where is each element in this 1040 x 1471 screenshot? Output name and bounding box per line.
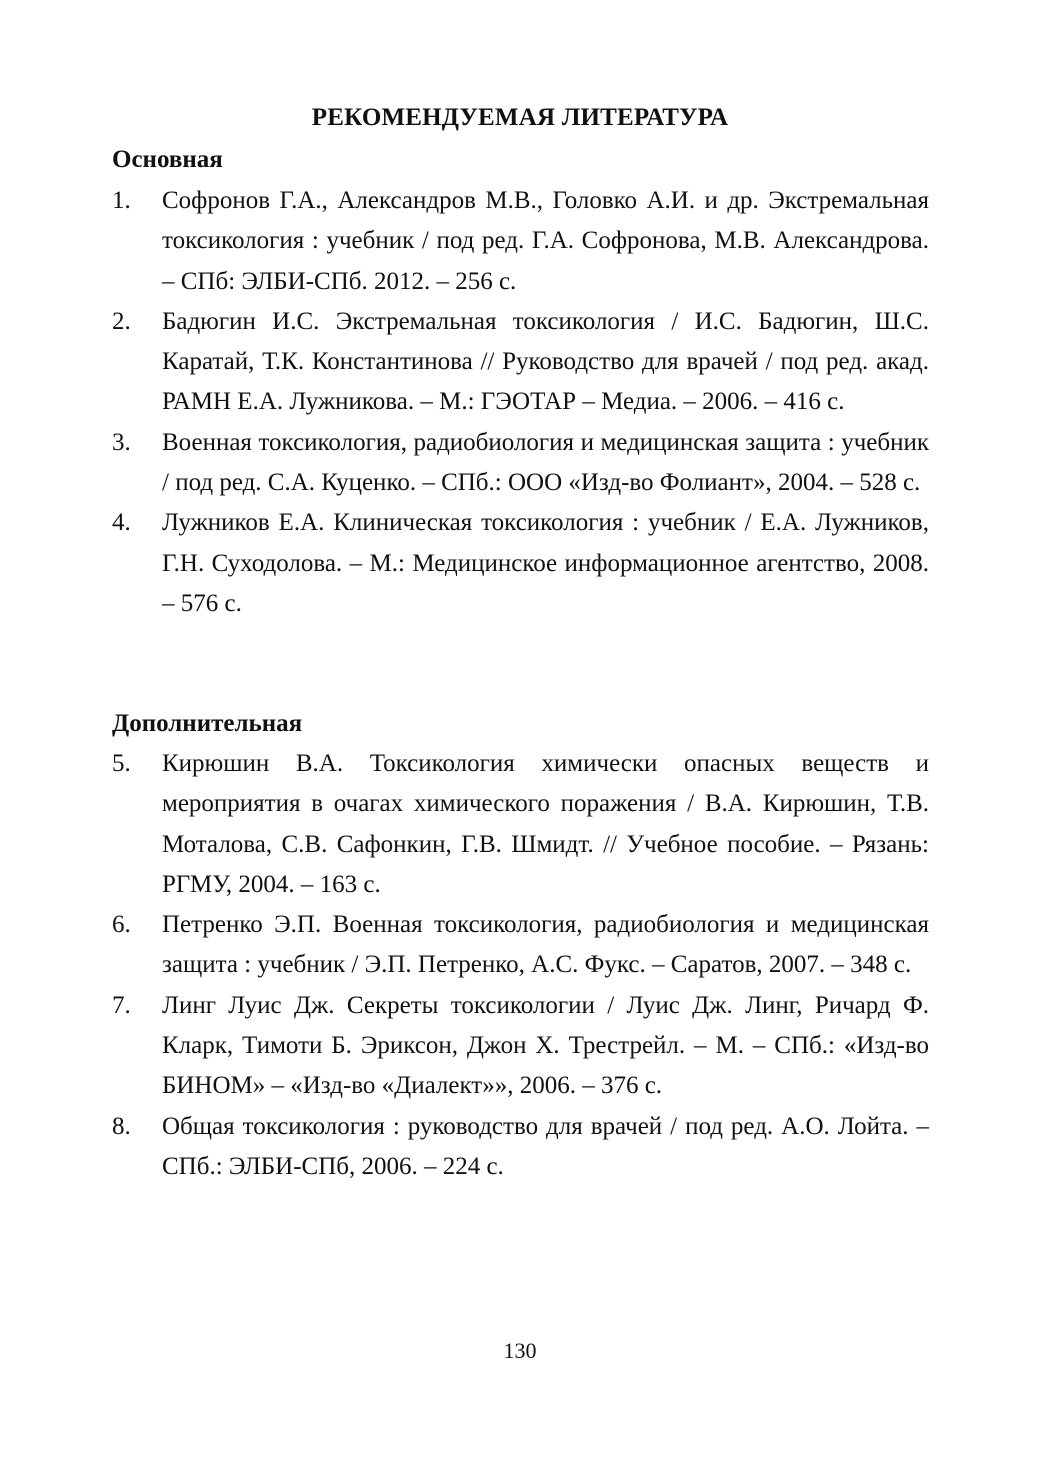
reference-text: Военная токсикология, радиобиология и медицинская защита : учебник / под ред. С.А. Куценко. – СПб.: ООО «Изд-во Фолиант», 2004. – 528 с. [162, 428, 929, 497]
reference-text: Софронов Г.А., Александров М.В., Головко А.И. и др. Экстремальная токсикология : учебник / под ред. Г.А. Софронова, М.В. Александрова. – СПб: ЭЛБИ-СПб. 2012. – 256 с. [162, 187, 929, 295]
reference-number: 1. [112, 187, 131, 214]
reference-number: 4. [112, 509, 131, 537]
reference-item [112, 302, 929, 423]
reference-item [112, 986, 929, 1107]
reference-text: Кирюшин В.А. Токсикология химически опасных веществ и мероприятия в очагах химического поражения / В.А. Кирюшин, Т.В. Моталова, С.В. Сафонкин, Г.В. Шмидт. // Учебное пособие. – Рязань: РГМУ, 2004. – 163 с. [162, 750, 929, 898]
reference-text: Общая токсикология : руководство для врачей / под ред. А.О. Лойта. – СПб.: ЭЛБИ-СПб, 2006. – 224 с. [162, 1112, 929, 1180]
reference-list-additional [112, 744, 929, 1187]
reference-text: Бадюгин И.С. Экстремальная токсикология / И.С. Бадюгин, Ш.С. Каратай, Т.К. Константинова // Руководство для врачей / под ред. акад. РАМН Е.А. Лужникова. – М.: ГЭОТАР – Медиа. – 2006. – 416 с. [162, 307, 929, 416]
reference-text: Линг Луис Дж. Секреты токсикологии / Луис Дж. Линг, Ричард Ф. Кларк, Тимоти Б. Эриксон, Джон Х. Трестрейл. – М. – СПб.: «Изд-во БИНОМ» – «Изд-во «Диалект»», 2006. – 376 с. [162, 991, 929, 1100]
reference-number: 6. [112, 911, 131, 939]
section-heading-additional: Дополнительная [112, 710, 303, 737]
reference-number: 7. [112, 991, 131, 1019]
reference-number: 3. [112, 428, 131, 456]
reference-item [112, 181, 929, 302]
reference-text: Лужников Е.А. Клиническая токсикология : учебник / Е.А. Лужников, Г.Н. Суходолова. – М.: Медицинское информационное агентство, 2008. – 576 с. [162, 509, 929, 617]
reference-number: 5. [112, 750, 131, 777]
reference-item [112, 503, 929, 624]
reference-number: 8. [112, 1112, 131, 1140]
reference-text: Петренко Э.П. Военная токсикология, радиобиология и медицинская защита : учебник / Э.П. Петренко, А.С. Фукс. – Саратов, 2007. – 348 с. [162, 911, 929, 979]
section-heading-main: Основная [112, 146, 223, 173]
page-title: РЕКОМЕНДУЕМАЯ ЛИТЕРАТУРА [311, 104, 729, 131]
reference-item [112, 1107, 929, 1188]
reference-number: 2. [112, 307, 131, 335]
reference-item [112, 744, 929, 905]
reference-list-main [112, 181, 929, 624]
reference-item [112, 423, 929, 504]
reference-item [112, 905, 929, 986]
page-number: 130 [503, 1338, 537, 1363]
